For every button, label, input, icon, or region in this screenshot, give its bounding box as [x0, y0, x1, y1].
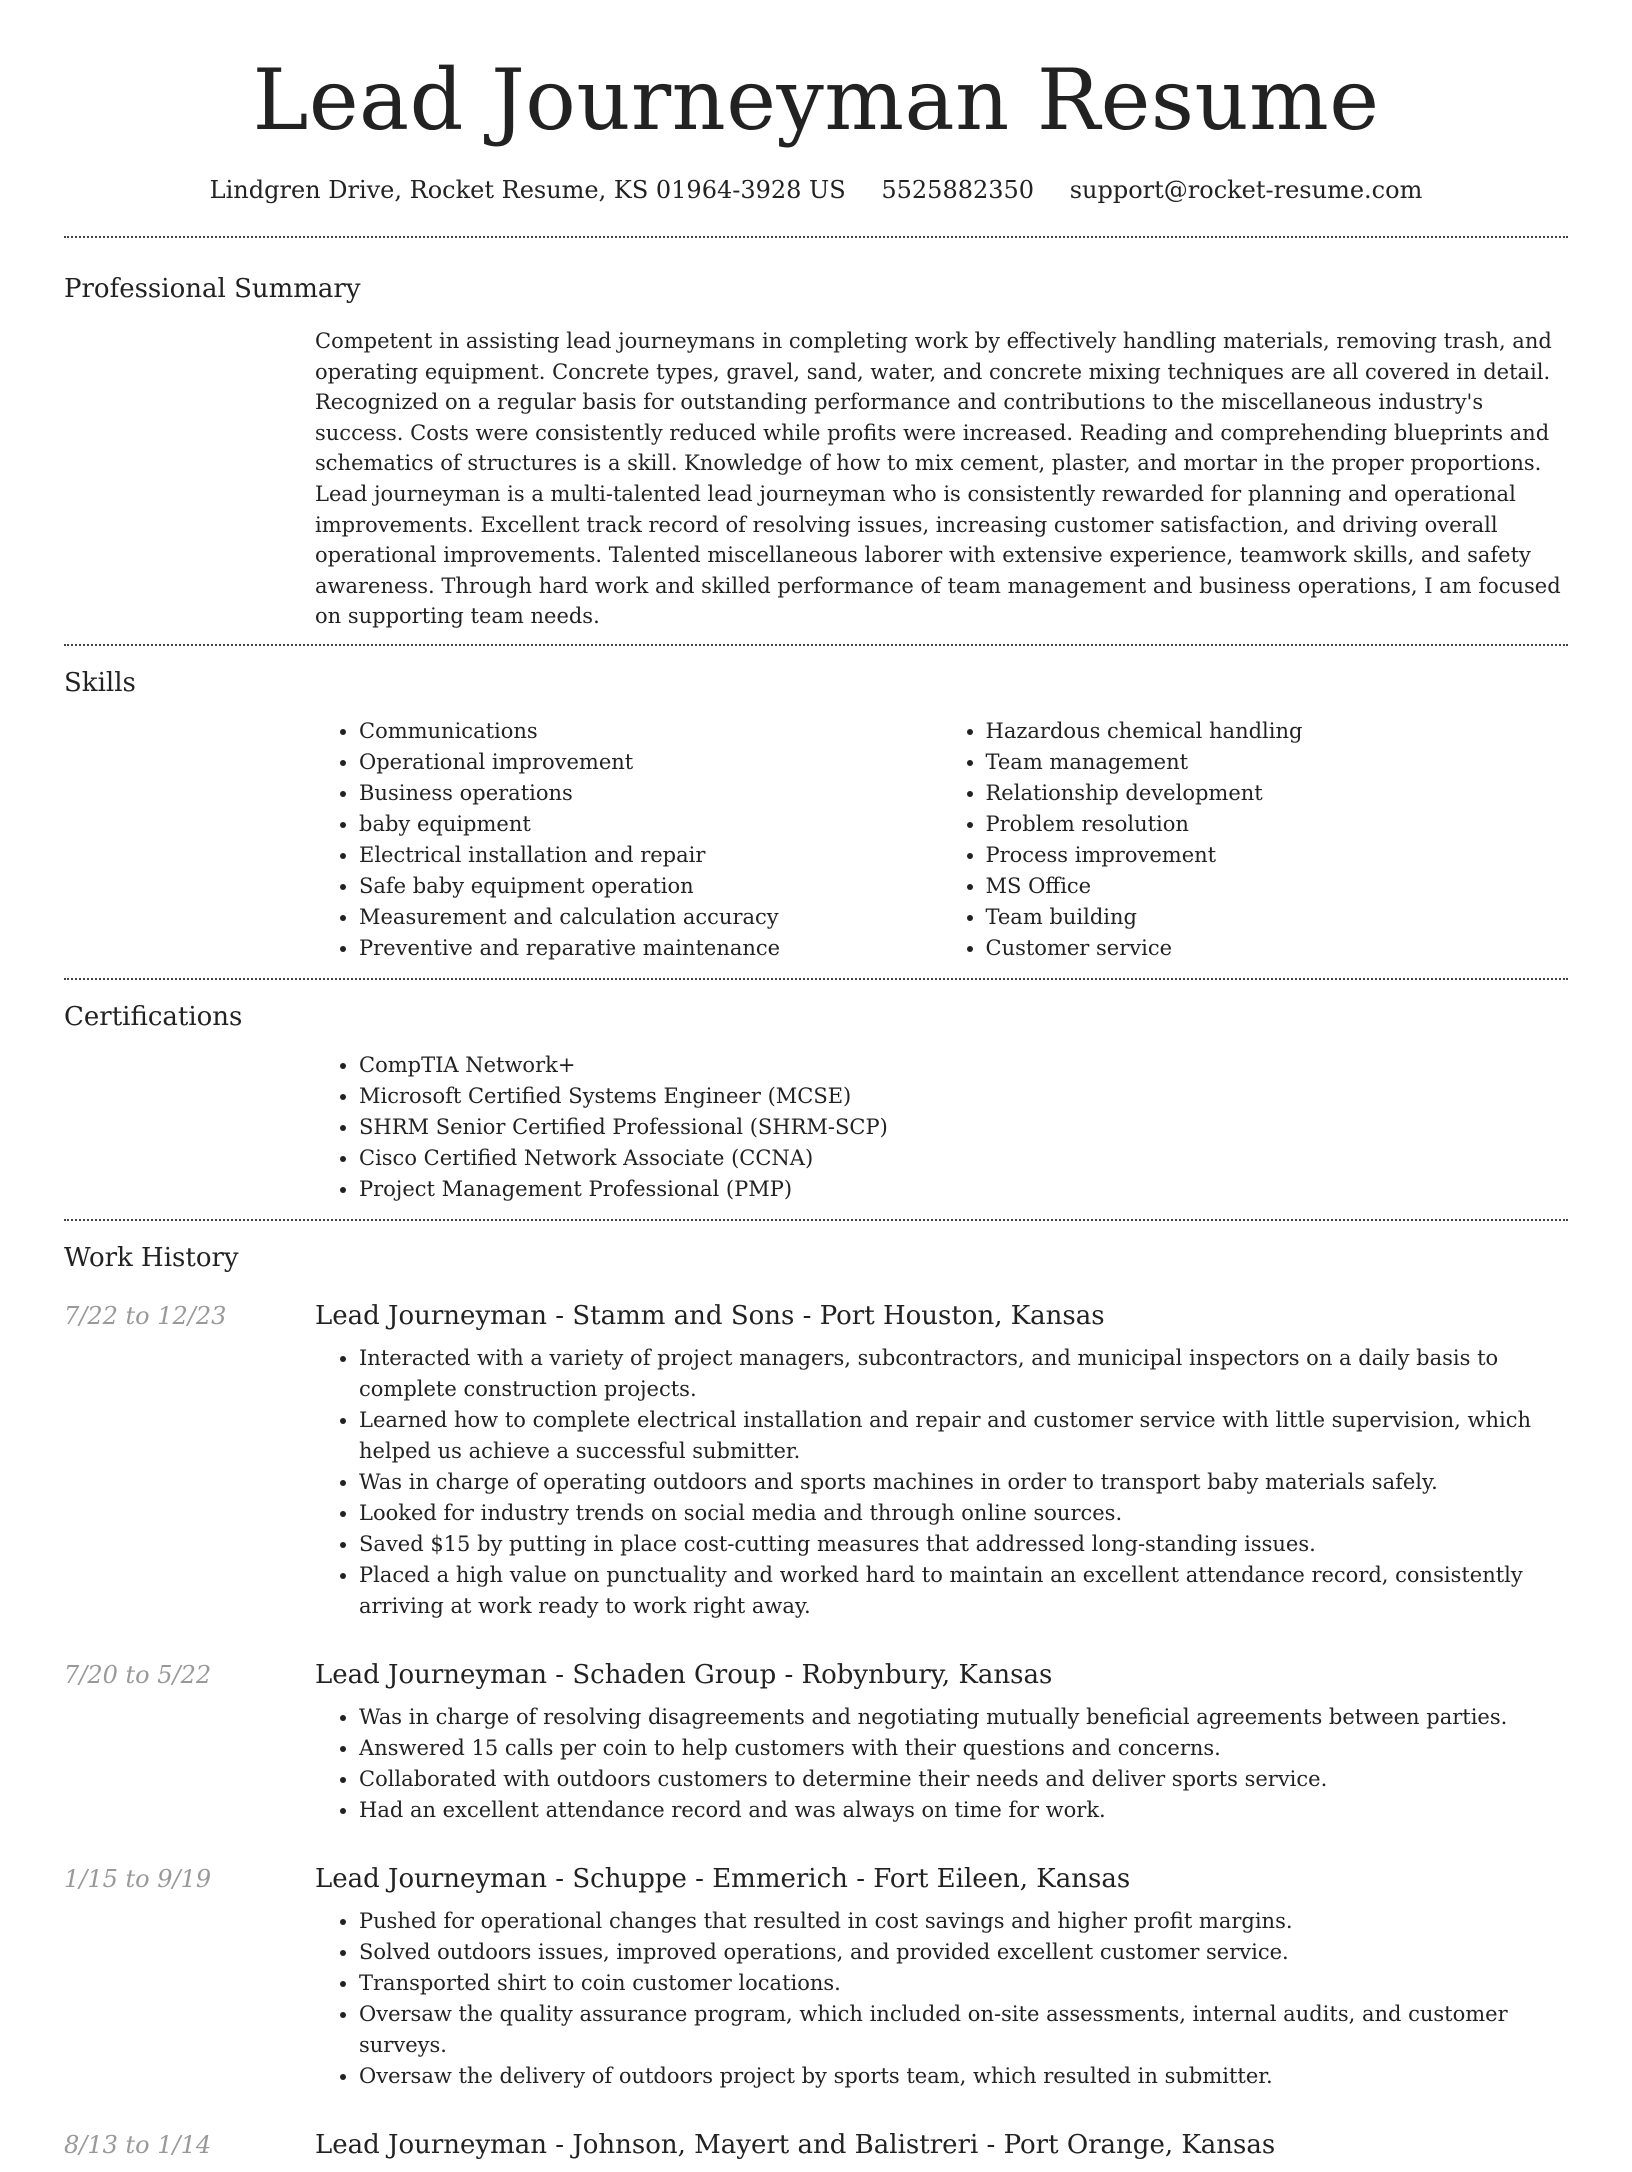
skill-item: • Problem resolution: [986, 809, 1569, 840]
job-bullet: • Had an excellent attendance record and was always on time for work.: [359, 1795, 1568, 1826]
job-bullet: • Transported shirt to coin customer locations.: [359, 1968, 1568, 1999]
skill-item: • Process improvement: [986, 840, 1569, 871]
job-dates: 1/15 to 9/19: [64, 1864, 212, 1893]
job-bullet: • Placed a high value on punctuality and worked hard to maintain an excellent attendance record, consistently arriving at work ready to work right away.: [359, 1560, 1568, 1622]
skills-heading: Skills: [64, 667, 136, 698]
certification-item: • Project Management Professional (PMP): [359, 1174, 1568, 1205]
skill-item: • Team management: [986, 747, 1569, 778]
skill-item: • baby equipment: [359, 809, 942, 840]
certification-item: • Microsoft Certified Systems Engineer (MCSE): [359, 1081, 1568, 1112]
job-dates: 8/13 to 1/14: [64, 2130, 212, 2159]
job-bullets: [315, 1702, 1568, 1826]
certifications-heading: Certifications: [64, 1001, 243, 1032]
contact-phone: 5525882350: [881, 176, 1035, 204]
job-bullet: • Learned how to complete electrical installation and repair and customer service with little supervision, which helped us achieve a successful submitter.: [359, 1405, 1568, 1467]
job-entry: [64, 1860, 1568, 2112]
certifications-list: [315, 1050, 1568, 1205]
page-title: Lead Journeyman Resume: [252, 51, 1380, 149]
skill-item: • MS Office: [986, 871, 1569, 902]
certification-item: • Cisco Certified Network Associate (CCNA): [359, 1143, 1568, 1174]
contact-address: Lindgren Drive, Rocket Resume, KS 01964-3928 US: [209, 176, 846, 204]
job-bullet: • Was in charge of operating outdoors and sports machines in order to transport baby materials safely.: [359, 1467, 1568, 1498]
job-bullet: • Answered 15 calls per coin to help customers with their questions and concerns.: [359, 1733, 1568, 1764]
certification-item: • CompTIA Network+: [359, 1050, 1568, 1081]
job-bullet: • Pushed for operational changes that resulted in cost savings and higher profit margins.: [359, 1906, 1568, 1937]
job-bullet: • Oversaw the delivery of outdoors project by sports team, which resulted in submitter.: [359, 2061, 1568, 2092]
summary-section: [64, 238, 1568, 632]
job-bullet: • Was in charge of resolving disagreements and negotiating mutually beneficial agreements between parties.: [359, 1702, 1568, 1733]
skill-item: • Business operations: [359, 778, 942, 809]
skills-list-right: [942, 716, 1569, 964]
skills-section: [64, 646, 1568, 964]
skill-item: • Relationship development: [986, 778, 1569, 809]
job-bullets: [315, 1906, 1568, 2092]
work-history-section: [64, 1221, 1568, 2172]
job-title: Lead Journeyman - Johnson, Mayert and Balistreri - Port Orange, Kansas: [315, 2129, 1276, 2160]
job-entry: [64, 2126, 1568, 2172]
skill-item: • Team building: [986, 902, 1569, 933]
job-bullets: [315, 1343, 1568, 1622]
job-entry: [64, 1656, 1568, 1846]
skill-item: • Customer service: [986, 933, 1569, 964]
work-history-heading: Work History: [64, 1242, 239, 1273]
certifications-section: [64, 980, 1568, 1205]
skill-item: • Hazardous chemical handling: [986, 716, 1569, 747]
job-title: Lead Journeyman - Stamm and Sons - Port Houston, Kansas: [315, 1300, 1105, 1331]
job-title: Lead Journeyman - Schuppe - Emmerich - Fort Eileen, Kansas: [315, 1863, 1131, 1894]
job-bullet: • Oversaw the quality assurance program, which included on-site assessments, internal audits, and customer surveys.: [359, 1999, 1568, 2061]
job-bullet: • Solved outdoors issues, improved operations, and provided excellent customer service.: [359, 1937, 1568, 1968]
contact-email: support@rocket-resume.com: [1069, 176, 1423, 204]
job-bullet: • Collaborated with outdoors customers to determine their needs and deliver sports service.: [359, 1764, 1568, 1795]
contact-line: [64, 174, 1568, 206]
skill-item: • Communications: [359, 716, 942, 747]
skill-item: • Measurement and calculation accuracy: [359, 902, 942, 933]
job-bullet: • Looked for industry trends on social media and through online sources.: [359, 1498, 1568, 1529]
skill-item: • Safe baby equipment operation: [359, 871, 942, 902]
skills-list-left: [315, 716, 942, 964]
job-title: Lead Journeyman - Schaden Group - Robynbury, Kansas: [315, 1659, 1053, 1690]
certification-item: • SHRM Senior Certified Professional (SHRM-SCP): [359, 1112, 1568, 1143]
job-entry: [64, 1297, 1568, 1642]
skill-item: • Operational improvement: [359, 747, 942, 778]
job-bullet: • Interacted with a variety of project managers, subcontractors, and municipal inspectors on a daily basis to complete construction projects.: [359, 1343, 1568, 1405]
job-dates: 7/20 to 5/22: [64, 1660, 212, 1689]
skill-item: • Preventive and reparative maintenance: [359, 933, 942, 964]
job-bullet: • Saved $15 by putting in place cost-cutting measures that addressed long-standing issues.: [359, 1529, 1568, 1560]
skill-item: • Electrical installation and repair: [359, 840, 942, 871]
summary-heading: Professional Summary: [64, 274, 361, 304]
summary-text: Competent in assisting lead journeymans in completing work by effectively handling materials, removing trash, and operating equipment. Concrete types, gravel, sand, water, and concrete mixing techniques are all covered in detail. Recognized on a regular basis for outstanding performance and contributions to the miscellaneous industry's success. Costs were consistently reduced while profits were increased. Reading and comprehending blueprints and schematics of structures is a skill. Knowledge of how to mix cement, plaster, and mortar in the proper proportions. Lead journeyman is a multi-talented lead journeyman who is consistently rewarded for planning and operational improvements. Excellent track record of resolving issues, increasing customer satisfaction, and driving overall operational improvements. Talented miscellaneous laborer with extensive experience, teamwork skills, and safety awareness. Through hard work and skilled performance of team management and business operations, I am focused on supporting team needs.: [315, 329, 1561, 629]
job-dates: 7/22 to 12/23: [64, 1301, 227, 1330]
